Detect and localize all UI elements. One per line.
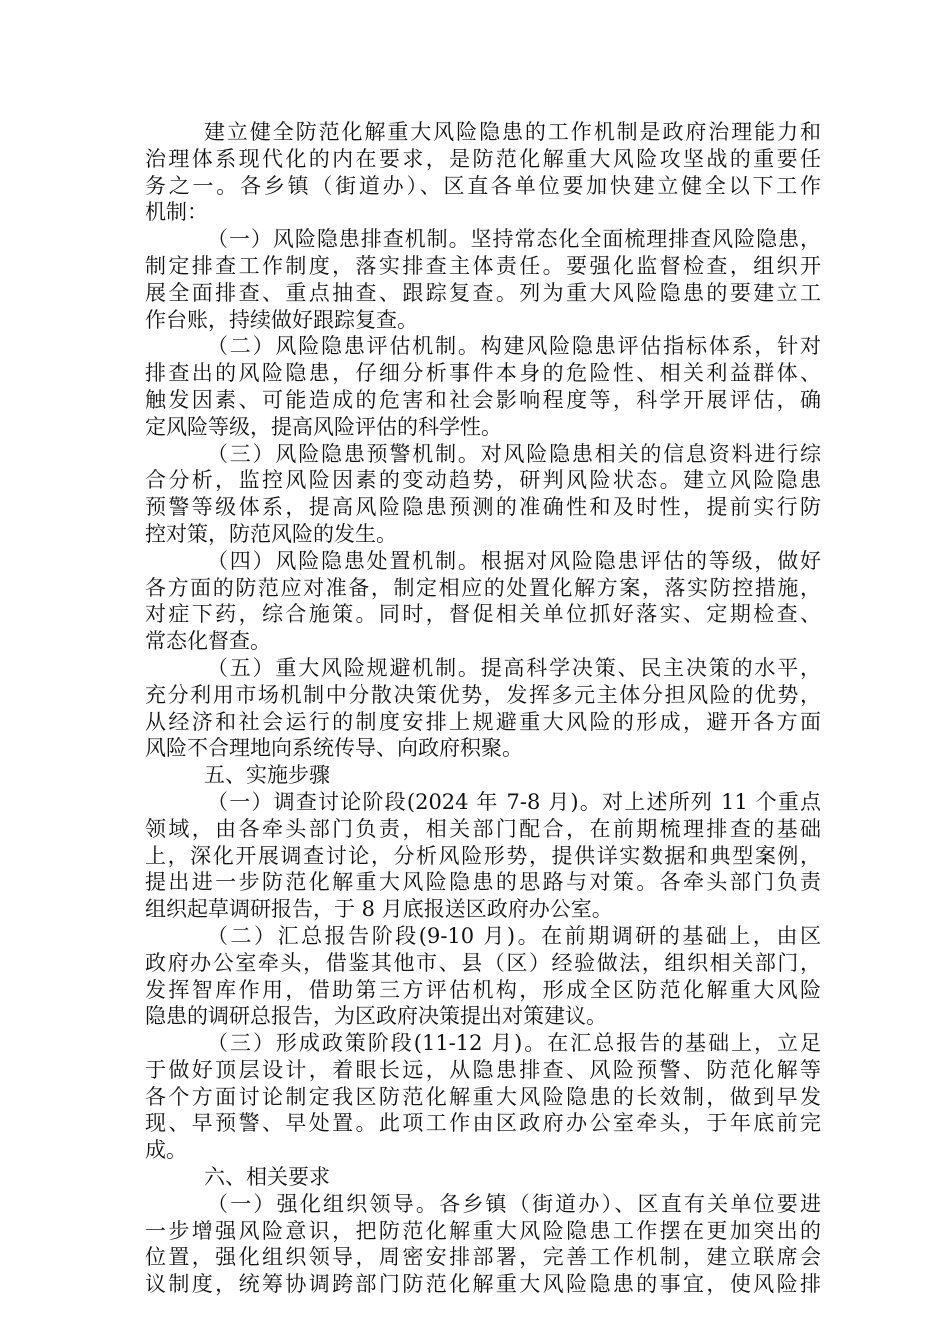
text-line: 于做好顶层设计，着眼长远，从隐患排查、风险预警、防范化解等	[145, 1057, 821, 1082]
text-line: 各方面的防范应对准备，制定相应的处置化解方案，落实防控措施，	[145, 575, 821, 600]
document-page	[145, 119, 821, 1298]
text-line: 充分利用市场机制中分散决策优势，发挥多元主体分担风险的优势，	[145, 682, 821, 707]
text-line: 定风险等级，提高风险评估的科学性。	[145, 414, 502, 439]
text-line: 展全面排查、重点抽查、跟踪复查。列为重大风险隐患的要建立工	[145, 280, 821, 305]
text-line: 控对策，防范风险的发生。	[145, 521, 397, 546]
text-line: 成。	[145, 1138, 187, 1163]
text-line: 排查出的风险隐患，仔细分析事件本身的危险性、相关利益群体、	[145, 361, 821, 386]
text-line: 治理体系现代化的内在要求，是防范化解重大风险攻坚战的重要任	[145, 146, 821, 171]
text-line: 对症下药，综合施策。同时，督促相关单位抓好落实、定期检查、	[145, 602, 821, 627]
text-line: 常态化督查。	[145, 629, 271, 654]
text-line: 现、早预警、早处置。此项工作由区政府办公室牵头，于年底前完	[145, 1111, 821, 1136]
text-line: （二）风险隐患评估机制。构建风险隐患评估指标体系，针对	[207, 334, 821, 359]
text-line: 风险不合理地向系统传导、向政府积聚。	[145, 736, 523, 761]
text-line: 机制：	[145, 200, 208, 225]
text-line: （二）汇总报告阶段(9-10 月)。在前期调研的基础上，由区	[207, 923, 821, 948]
text-line: 发挥智库作用，借助第三方评估机构，形成全区防范化解重大风险	[145, 977, 821, 1002]
text-line: 领域，由各牵头部门负责，相关部门配合，在前期梳理排查的基础	[145, 816, 821, 841]
text-line: （一）风险隐患排查机制。坚持常态化全面梳理排查风险隐患，	[207, 227, 821, 252]
text-line: （一）调查讨论阶段(2024 年 7-8 月)。对上述所列 11 个重点	[207, 789, 821, 814]
text-line: （四）风险隐患处置机制。根据对风险隐患评估的等级，做好	[207, 548, 821, 573]
text-line: 议制度，统筹协调跨部门防范化解重大风险隐患的事宜，使风险排	[145, 1272, 821, 1297]
text-line: 一步增强风险意识，把防范化解重大风险隐患工作摆在更加突出的	[145, 1218, 821, 1243]
text-line: 预警等级体系，提高风险隐患预测的准确性和及时性，提前实行防	[145, 495, 821, 520]
text-line: （五）重大风险规避机制。提高科学决策、民主决策的水平，	[207, 655, 821, 680]
text-line: 上，深化开展调查讨论，分析风险形势，提供详实数据和典型案例，	[145, 843, 821, 868]
text-line: 务之一。各乡镇（街道办）、区直各单位要加快建立健全以下工作	[145, 173, 821, 198]
text-line: 组织起草调研报告，于 8 月底报送区政府办公室。	[145, 897, 613, 922]
text-line: 各个方面讨论制定我区防范化解重大风险隐患的长效制，做到早发	[145, 1084, 821, 1109]
text-line: （一）强化组织领导。各乡镇（街道办）、区直有关单位要进	[207, 1191, 821, 1216]
text-line: 从经济和社会运行的制度安排上规避重大风险的形成，避开各方面	[145, 709, 821, 734]
text-line: （三）形成政策阶段(11-12 月)。在汇总报告的基础上，立足	[207, 1031, 821, 1056]
text-line: 提出进一步防范化解重大风险隐患的思路与对策。各牵头部门负责	[145, 870, 821, 895]
text-line: 位置，强化组织领导，周密安排部署，完善工作机制，建立联席会	[145, 1245, 821, 1270]
text-line: 隐患的调研总报告，为区政府决策提出对策建议。	[145, 1004, 607, 1029]
text-line: 作台账，持续做好跟踪复查。	[145, 307, 418, 332]
text-line: 合分析，监控风险因素的变动趋势，研判风险状态。建立风险隐患	[145, 468, 821, 493]
text-line: 触发因素、可能造成的危害和社会影响程度等，科学开展评估，确	[145, 387, 821, 412]
text-line: （三）风险隐患预警机制。对风险隐患相关的信息资料进行综	[207, 441, 821, 466]
text-line: 制定排查工作制度，落实排查主体责任。要强化监督检查，组织开	[145, 253, 821, 278]
text-line: 六、相关要求	[204, 1165, 330, 1190]
text-line: 五、实施步骤	[204, 763, 330, 788]
text-line: 政府办公室牵头，借鉴其他市、县（区）经验做法，组织相关部门，	[145, 950, 821, 975]
text-line: 建立健全防范化解重大风险隐患的工作机制是政府治理能力和	[204, 120, 821, 144]
